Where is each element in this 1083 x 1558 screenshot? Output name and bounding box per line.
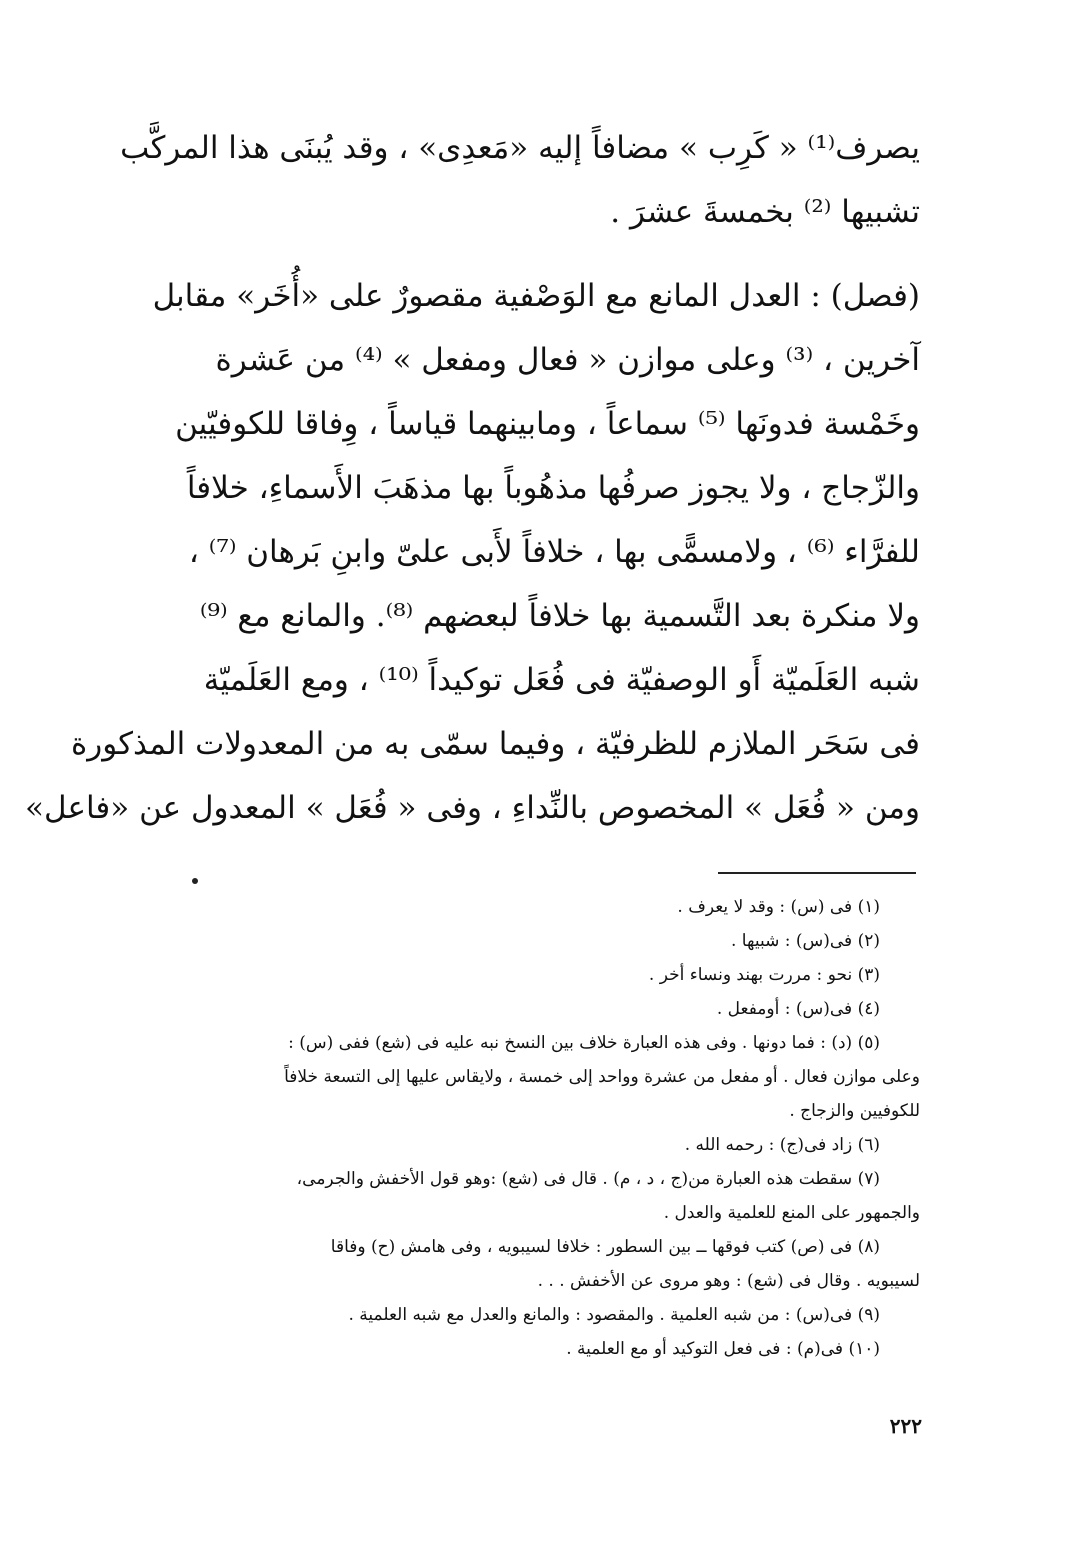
main-text-line: للفرَّاء ⁽⁶⁾ ، ولامسمًّى بها ، خلافاً لأَبى علىّ وابنِ بَرهان ⁽⁷⁾ ، (188, 534, 920, 570)
main-text-line: فى سَحَر الملازم للظرفيّة ، وفيما سمّى به من المعدولات المذكورة (71, 726, 920, 762)
footnotes-block (170, 890, 920, 1366)
footnote-line: (٩) فى(س) : من شبه العلمية . والمقصود : والمانع والعدل مع شبه العلمية . (348, 1305, 880, 1325)
footnote-line: (٢) فى(س) : شبيها . (731, 931, 880, 951)
page-number: ٢٢٢ (889, 1414, 922, 1438)
footnote-separator (718, 872, 916, 874)
main-text-block (25, 116, 920, 840)
main-text-line: تشبيها ⁽²⁾ بخمسةَ عشرَ . (610, 194, 920, 230)
main-text-line: آخرين ، ⁽³⁾ وعلى موازن « فعال ومفعل » ⁽⁴⁾ من عَشرة (215, 342, 920, 378)
main-text-line: وخَمْسة فدونَها ⁽⁵⁾ سماعاً ، ومابينهما قياساً ، وِفاقا للكوفيّين (175, 406, 920, 442)
footnote-line: (٣) نحو : مررت بهند ونساء أخر . (648, 965, 880, 985)
footnote-line: (٨) فى (ص) كتب فوقها ــ بين السطور : خلافا لسيبويه ، وفى هامش (ح) وفاقا (330, 1237, 880, 1257)
footnote-line: (٥) (د) : فما دونها . وفى هذه العبارة خلاف بين النسخ نبه عليه فى (شع) ففى (س) : (288, 1033, 880, 1053)
main-text-line: ولا منكرة بعد التَّسمية بها خلافاً لبعضهم ⁽⁸⁾. والمانع مع ⁽⁹⁾ (199, 598, 920, 634)
main-text-line: ومن « فُعَل » المخصوص بالنِّداءِ ، وفى « فُعَل » المعدول عن «فاعل» (25, 790, 920, 826)
main-text-line: يصرف⁽¹⁾ « كَرِب » مضافاً إليه «مَعدِى» ، وقد يُبنَى هذا المركَّب (120, 130, 920, 166)
footnote-line: (١٠) فى(م) : فى فعل التوكيد أو مع العلمية . (566, 1339, 880, 1359)
footnote-line: (٧) سقطت هذه العبارة من(ج ، د ، م) . قال فى (شع) :وهو قول الأخفش والجرمى، (296, 1169, 880, 1189)
main-text-line: شبه العَلَميّة أَو الوصفيّة فى فُعَل توكيداً ⁽¹⁰⁾ ، ومع العَلَميّة (203, 662, 920, 698)
footnote-line: (٦) زاد فى(ج) : رحمه الله . (684, 1135, 880, 1155)
main-text-line: والزّجاج ، ولا يجوز صرفُها مذهُوباً بها مذهَبَ الأَسماءِ، خلافاً (186, 470, 920, 506)
paragraph-gap (170, 244, 920, 264)
stray-dot (192, 878, 198, 884)
main-text-line: (فصل) : العدل المانع مع الوَصْفية مقصورٌ على «أُخَر» مقابل (152, 278, 920, 314)
footnote-line: (٤) فى(س) : أومفعل . (716, 999, 880, 1019)
footnote-line: للكوفيين والزجاج . (789, 1101, 920, 1121)
footnote-line: والجمهور على المنع للعلمية والعدل . (663, 1203, 920, 1223)
footnote-line: (١) فى (س) : وقد لا يعرف . (677, 897, 880, 917)
footnote-line: لسيبويه . وقال فى (شع) : وهو مروى عن الأخفش . . . (537, 1271, 920, 1291)
footnote-line: وعلى موازن فعال . أو مفعل من عشرة وواحد إلى خمسة ، ولايقاس عليها إلى التسعة خلافاً (284, 1067, 920, 1087)
